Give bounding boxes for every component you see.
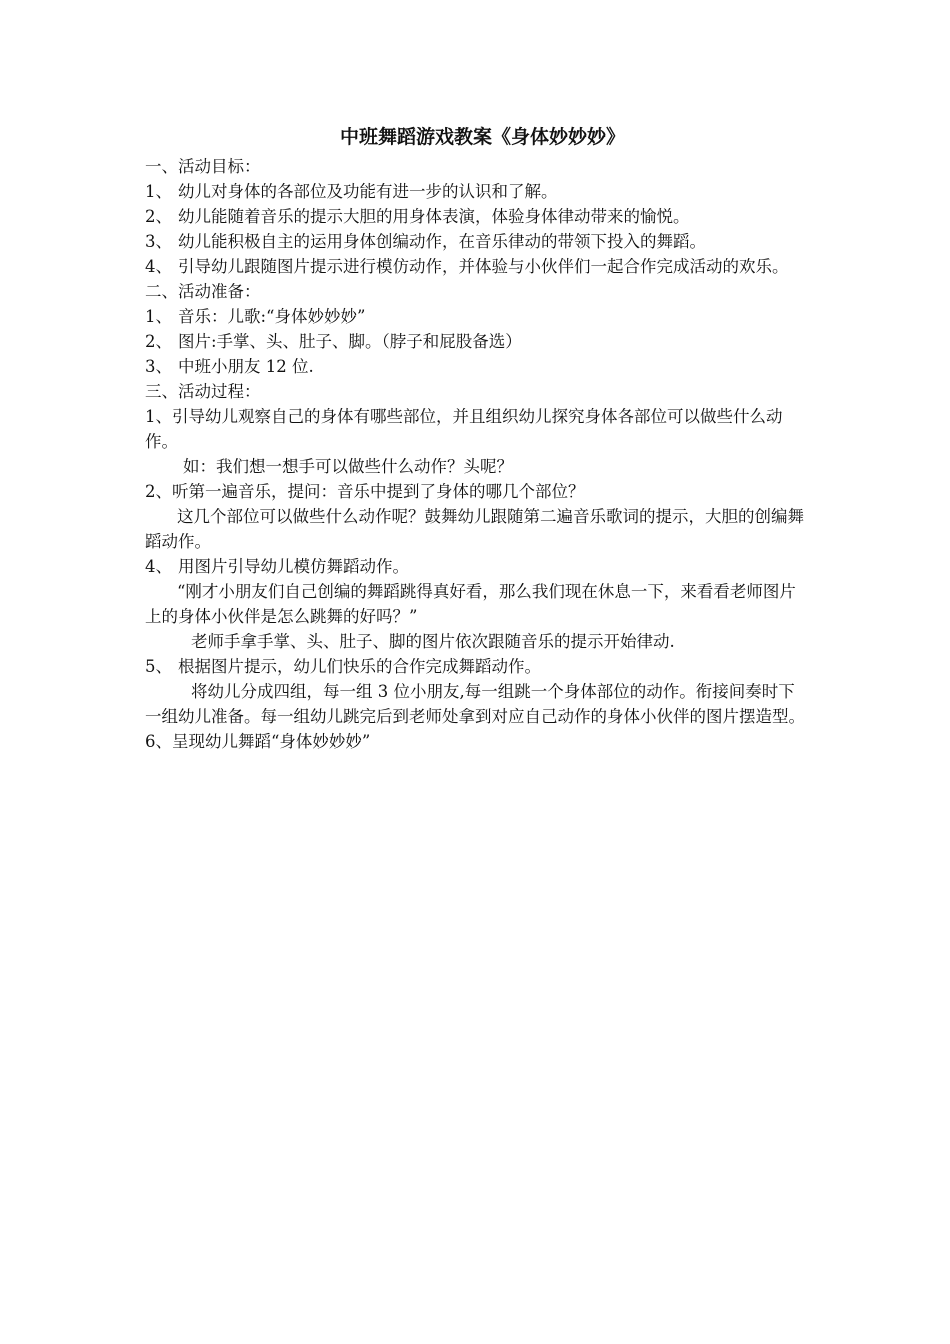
document-title: 中班舞蹈游戏教案《身体妙妙妙》 xyxy=(339,126,625,148)
prep-item xyxy=(145,329,810,354)
process-step-2: 2、听第一遍音乐，提问：音乐中提到了身体的哪几个部位？ xyxy=(145,482,585,501)
process-step-5-number: 5、 xyxy=(145,657,172,676)
prep-number: 3、 xyxy=(145,357,172,376)
process-step-1: 1、引导幼儿观察自己的身体有哪些部位，并且组织幼儿探究身体各部位可以做些什么动作。 xyxy=(145,407,783,451)
prep-item xyxy=(145,304,810,329)
prep-item xyxy=(145,354,810,379)
process-step-6: 6、呈现幼儿舞蹈“身体妙妙妙” xyxy=(145,732,371,751)
goal-item xyxy=(145,179,810,204)
process-step-5-text: 根据图片提示，幼儿们快乐的合作完成舞蹈动作。 xyxy=(178,657,541,676)
goal-item xyxy=(145,229,810,254)
prep-heading: 二、活动准备： xyxy=(145,282,261,301)
process-heading: 三、活动过程： xyxy=(145,382,261,401)
process-step-5-detail: 将幼儿分成四组，每一组 3 位小朋友,每一组跳一个身体部位的动作。衔接间奏时下一组幼儿准备。每一组幼儿跳完后到老师处拿到对应自己动作的身体小伙伴的图片摆造型。 xyxy=(145,682,805,726)
prep-text: 音乐：儿歌:“身体妙妙妙” xyxy=(178,307,366,326)
process-step-4 xyxy=(145,554,810,579)
process-step-2-detail: 这几个部位可以做些什么动作呢？鼓舞幼儿跟随第二遍音乐歌词的提示，大胆的创编舞蹈动作。 xyxy=(145,507,804,551)
process-step-1-example: 如：我们想一想手可以做些什么动作？头呢？ xyxy=(183,457,513,476)
process-step-4-number: 4、 xyxy=(145,557,172,576)
process-step-5 xyxy=(145,654,810,679)
goal-number: 4、 xyxy=(145,257,172,276)
prep-number: 2、 xyxy=(145,332,172,351)
process-step-4-detail: 老师手拿手掌、头、肚子、脚的图片依次跟随音乐的提示开始律动. xyxy=(191,632,675,651)
goal-number: 3、 xyxy=(145,232,172,251)
process-step-4-text: 用图片引导幼儿模仿舞蹈动作。 xyxy=(178,557,409,576)
prep-text: 中班小朋友 12 位. xyxy=(178,357,314,376)
goal-text: 幼儿能随着音乐的提示大胆的用身体表演，体验身体律动带来的愉悦。 xyxy=(178,207,690,226)
prep-text: 图片:手掌、头、肚子、脚。（脖子和屁股备选） xyxy=(178,332,522,351)
goals-heading: 一、活动目标： xyxy=(145,157,261,176)
goal-item xyxy=(145,254,810,279)
goal-number: 2、 xyxy=(145,207,172,226)
goal-number: 1、 xyxy=(145,182,172,201)
goal-text: 幼儿对身体的各部位及功能有进一步的认识和了解。 xyxy=(178,182,558,201)
process-step-4-quote: “刚才小朋友们自己创编的舞蹈跳得真好看，那么我们现在休息一下，来看看老师图片上的身体小伙伴是怎么跳舞的好吗？” xyxy=(145,582,796,626)
document-page xyxy=(145,120,810,754)
prep-number: 1、 xyxy=(145,307,172,326)
goal-text: 引导幼儿跟随图片提示进行模仿动作，并体验与小伙伴们一起合作完成活动的欢乐。 xyxy=(178,257,789,276)
goal-text: 幼儿能积极自主的运用身体创编动作，在音乐律动的带领下投入的舞蹈。 xyxy=(178,232,706,251)
goal-item xyxy=(145,204,810,229)
